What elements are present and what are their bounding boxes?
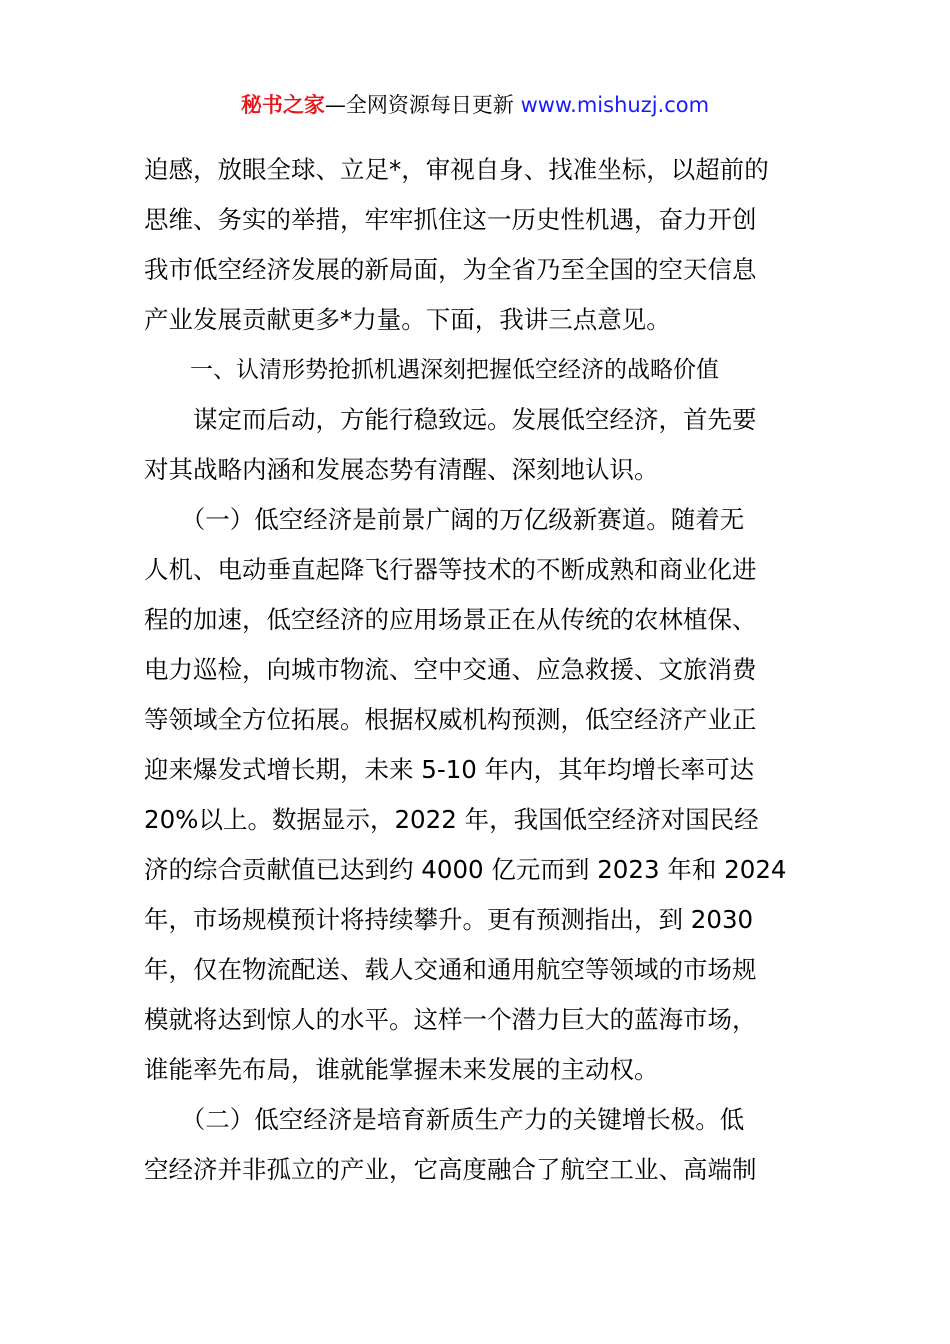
document-body [144,145,808,1195]
page-header [0,88,950,122]
body-line: 济的综合贡献值已达到约 4000 亿元而到 2023 年和 2024 [144,855,787,884]
body-line: 模就将达到惊人的水平。这样一个潜力巨大的蓝海市场， [144,1005,757,1034]
body-line: 电力巡检，向城市物流、空中交通、应急救援、文旅消费 [144,655,757,684]
body-line: 空经济并非孤立的产业，它高度融合了航空工业、高端制 [144,1155,757,1184]
body-line: 迫感，放眼全球、立足*，审视自身、找准坐标，以超前的 [144,155,769,184]
body-line: 迎来爆发式增长期，未来 5-10 年内，其年均增长率可达 [144,755,755,784]
body-line: 对其战略内涵和发展态势有清醒、深刻地认识。 [144,455,659,484]
site-slogan: —全网资源每日更新 [324,93,521,117]
site-brand: 秘书之家 [240,93,325,117]
body-line: 等领域全方位拓展。根据权威机构预测，低空经济产业正 [144,705,757,734]
body-line: 20%以上。数据显示，2022 年，我国低空经济对国民经 [144,805,759,834]
body-line: 我市低空经济发展的新局面，为全省乃至全国的空天信息 [144,255,757,284]
body-line: 谁能率先布局，谁就能掌握未来发展的主动权。 [144,1055,659,1084]
body-line: 人机、电动垂直起降飞行器等技术的不断成熟和商业化进 [144,555,757,584]
subsection-line: （二）低空经济是培育新质生产力的关键增长极。低 [144,1105,745,1134]
body-line: 产业发展贡献更多*力量。下面，我讲三点意见。 [144,305,671,334]
body-line: 程的加速，低空经济的应用场景正在从传统的农林植保、 [144,605,757,634]
body-line: 谋定而后动，方能行稳致远。发展低空经济，首先要 [144,405,757,434]
body-line: 思维、务实的举措，牢牢抓住这一历史性机遇，奋力开创 [144,205,757,234]
site-url-link[interactable]: www.mishuzj.com [520,93,710,117]
body-line: 年，市场规模预计将持续攀升。更有预测指出，到 2030 [144,905,754,934]
body-line: 年，仅在物流配送、载人交通和通用航空等领域的市场规 [144,955,757,984]
subsection-line: （一）低空经济是前景广阔的万亿级新赛道。随着无 [144,505,745,534]
section-heading: 一、认清形势抢抓机遇深刻把握低空经济的战略价值 [144,357,719,383]
